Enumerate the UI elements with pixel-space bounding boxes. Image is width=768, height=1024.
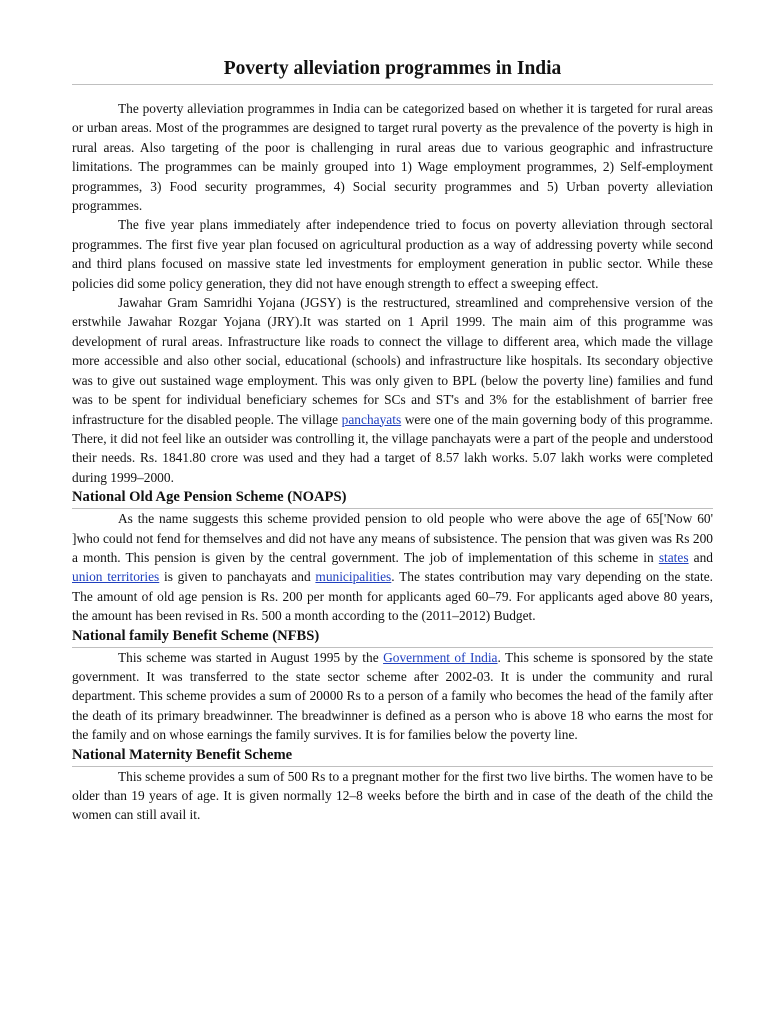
nfbs-text-2: . This scheme is sponsored by the state government. It was transferred to the state sector scheme after 2002-03. It is under the community and rural department. This scheme provides a sum of 20000 Rs to a person of a family who becomes the head of the family after the death of its primary breadwinner. The breadwinner is defined as a person who is above 18 who earns the most for the family and on whose earnings the family survives. It is for families below the poverty line. — [72, 649, 713, 743]
panchayats-link[interactable]: panchayats — [341, 411, 402, 427]
page-title: Poverty alleviation programmes in India — [72, 56, 713, 85]
government-of-india-link[interactable]: Government of India — [383, 649, 498, 665]
nfbs-text-1: This scheme was started in August 1995 by the — [118, 649, 384, 665]
jgsy-text-1: Jawahar Gram Samridhi Yojana (JGSY) is the restructured, streamlined and comprehensive version of the erstwhile Jawahar Rozgar Yojana (JRY).It was started on 1 April 1999. The main aim of this programme was development of rural areas. Infrastructure like roads to connect the village to different area, which made the village more accessible and also other social, educational (schools) and infrastructure like hospitals. Its secondary objective was to give out sustained wage employment. This was only given to BPL (below the poverty line) families and fund was to be spent for individual beneficiary schemes for SCs and ST's and 3% for the establishment of barrier free infrastructure for the disabled people. The village — [72, 295, 713, 427]
noaps-paragraph — [72, 509, 713, 625]
noaps-text-4: . The states contribution may vary depending on the state. The amount of old age pension is Rs. 200 per month for applicants aged 60–79. For applicants aged above 80 years, the amount has been revised in Rs. 500 a month according to the (2011–2012) Budget. — [72, 569, 713, 624]
noaps-text-2: and — [688, 549, 714, 565]
municipalities-link[interactable]: municipalities — [315, 569, 392, 585]
intro-section — [72, 99, 713, 487]
noaps-heading: National Old Age Pension Scheme (NOAPS) — [72, 487, 713, 509]
noaps-text-1: As the name suggests this scheme provided pension to old people who were above the age of 65['Now 60' ]who could not fend for themselves and did not have any means of subsistence. The pension that was given was Rs 200 a month. This pension is given by the central government. The job of implementation of this scheme in — [72, 511, 713, 565]
nmbs-paragraph: This scheme provides a sum of 500 Rs to a pregnant mother for the first two live births. The women have to be older than 19 years of age. It is given normally 12–8 weeks before the birth and in case of the death of the child the women can still avail it. — [72, 768, 713, 823]
intro-paragraph-2: The five year plans immediately after independence tried to focus on poverty alleviation through sectoral programmes. The first five year plan focused on agricultural production as a way of addressing poverty while second and third plans focused on massive state led investments for employment generation in public sector. While these policies did some policy generation, they did not have enough strength to effect a sweeping effect. — [72, 217, 713, 291]
noaps-text-3: is given to panchayats and — [159, 569, 316, 585]
jgsy-paragraph — [72, 293, 713, 487]
jgsy-text-2: were one of the main governing body of this programme. There, it did not feel like an outsider was controlling it, the village panchayats were a part of the people and understood their needs. Rs. 1841.80 crore was used and they had a target of 8.57 lakh works. 5.07 lakh works were completed during 1999–2000. — [72, 411, 714, 485]
nfbs-heading: National family Benefit Scheme (NFBS) — [72, 626, 713, 648]
nmbs-heading: National Maternity Benefit Scheme — [72, 745, 713, 767]
intro-paragraph-1: The poverty alleviation programmes in India can be categorized based on whether it is targeted for rural areas or urban areas. Most of the programmes are designed to target rural poverty as the prevalence of the poverty is high in rural areas. Also targeting of the poor is challenging in rural areas due to various geographic and infrastructure limitations. The programmes can be mainly grouped into 1) Wage employment programmes, 2) Self-employment programmes, 3) Food security programmes, 4) Social security programmes and 5) Urban poverty alleviation programmes. — [72, 101, 713, 214]
union-territories-link[interactable]: union territories — [72, 569, 160, 585]
nfbs-paragraph — [72, 648, 713, 745]
states-link[interactable]: states — [658, 549, 689, 565]
